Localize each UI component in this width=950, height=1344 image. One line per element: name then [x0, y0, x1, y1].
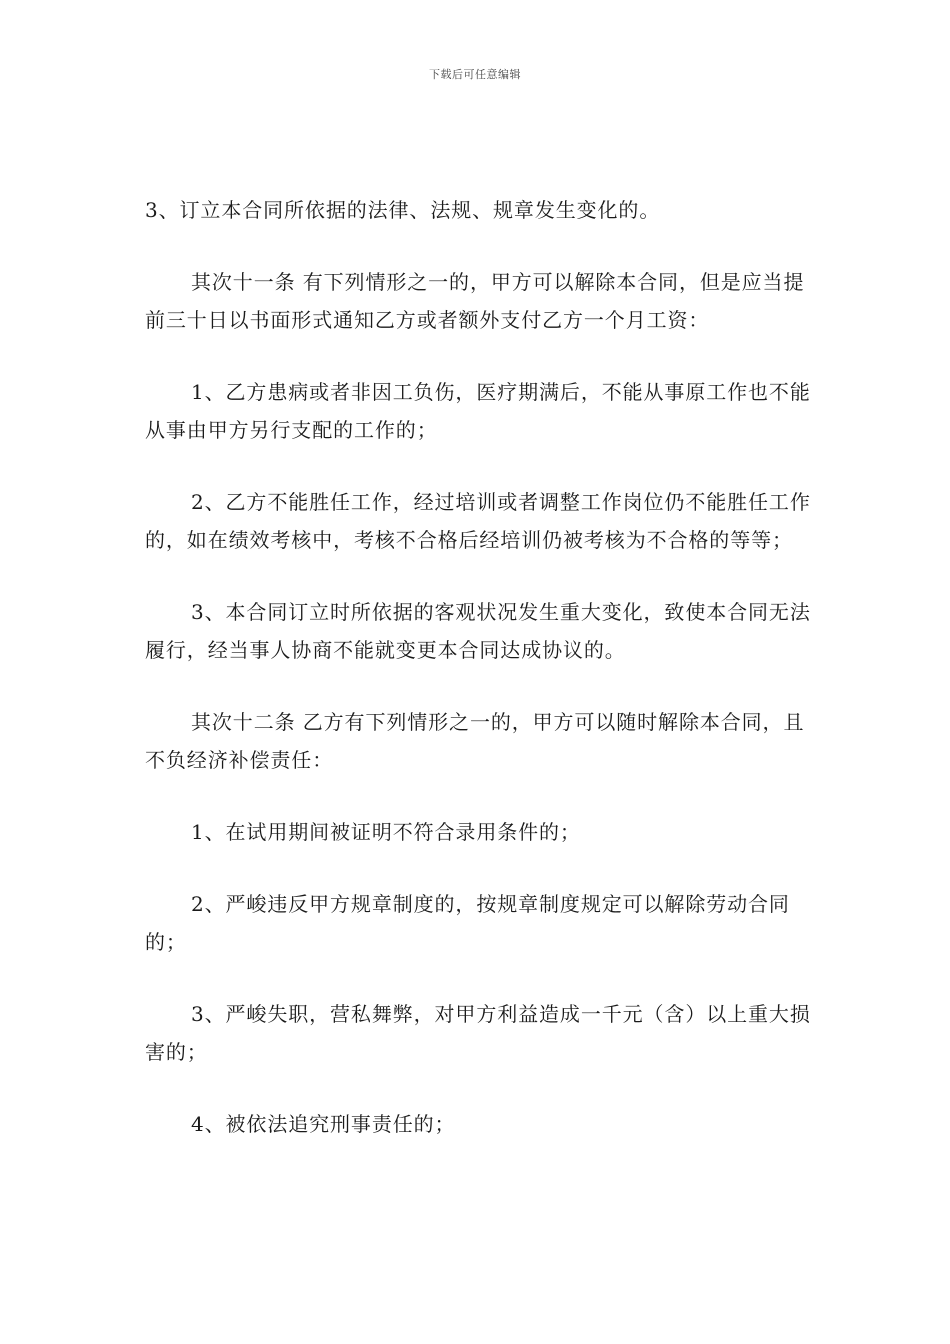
document-body [145, 191, 820, 1177]
paragraph-11-item-2: 2、乙方不能胜任工作，经过培训或者调整工作岗位仍不能胜任工作的，如在绩效考核中，考核不合格后经培训仍被考核为不合格的等等； [145, 490, 811, 552]
paragraph-12-item-1: 1、在试用期间被证明不符合录用条件的； [191, 820, 581, 844]
paragraph-1: 3、订立本合同所依据的法律、法规、规章发生变化的。 [145, 198, 661, 222]
paragraph-11-item-1: 1、乙方患病或者非因工负伤，医疗期满后，不能从事原工作也不能从事由甲方另行支配的工作的； [145, 380, 811, 442]
page-header: 下载后可任意编辑 [429, 68, 521, 81]
paragraph-12-item-4: 4、被依法追究刑事责任的； [191, 1112, 456, 1136]
paragraph-12-item-3: 3、严峻失职，营私舞弊，对甲方利益造成一千元（含）以上重大损害的； [145, 1002, 811, 1064]
paragraph-12-item-2: 2、严峻违反甲方规章制度的，按规章制度规定可以解除劳动合同的； [145, 892, 790, 954]
paragraph-article-11: 其次十一条 有下列情形之一的，甲方可以解除本合同，但是应当提前三十日以书面形式通知乙方或者额外支付乙方一个月工资： [145, 270, 805, 332]
paragraph-11-item-3: 3、本合同订立时所依据的客观状况发生重大变化，致使本合同无法履行，经当事人协商不能就变更本合同达成协议的。 [145, 600, 811, 662]
paragraph-article-12: 其次十二条 乙方有下列情形之一的，甲方可以随时解除本合同，且不负经济补偿责任： [145, 710, 805, 772]
